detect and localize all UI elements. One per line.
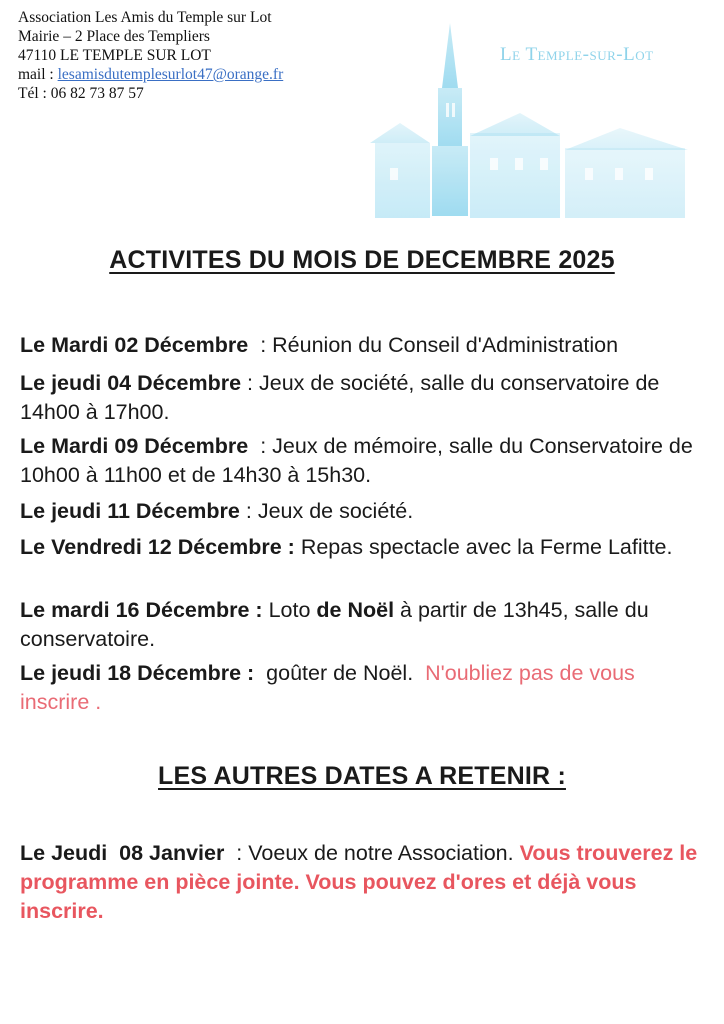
event-item [20,369,700,427]
event-separator: : [248,434,273,458]
event-separator: : [241,371,259,395]
event-description: Jeux de société, salle du conservatoire de 14h00 à 17h00. [20,371,660,424]
event-description: Voeux de notre Association. [248,841,520,865]
event-separator [254,661,266,685]
association-name: Association Les Amis du Temple sur Lot [18,9,272,26]
event-description: Repas spectacle avec la Ferme Lafitte. [300,535,673,559]
phone-line: Tél : 06 82 73 87 57 [18,85,144,102]
city-line: 47110 LE TEMPLE SUR LOT [18,47,211,64]
event-separator: : [239,499,258,523]
address-line: Mairie – 2 Place des Templiers [18,28,210,45]
event-item [20,533,700,562]
event-date: Le Jeudi 08 Janvier [20,841,225,865]
event-item [20,432,700,490]
event-description: Jeux de société. [257,499,414,523]
event-description: goûter de Noël. [266,661,426,685]
event-date: Le Vendredi 12 Décembre : [20,535,295,559]
event-description: Réunion du Conseil d'Administration [272,333,619,357]
event-description-end: à partir de 13h45, salle du conservatoire. [20,598,649,651]
logo-title: Le Temple-sur-Lot [500,44,654,65]
section-title-other-dates: LES AUTRES DATES A RETENIR : [158,762,566,790]
event-item [20,331,700,360]
event-date: Le mardi 16 Décembre : [20,598,263,622]
event-separator: : [248,333,273,357]
event-date: Le jeudi 04 Décembre [20,371,242,395]
event-item [20,839,700,926]
mail-link[interactable]: lesamisdutemplesurlot47@orange.fr [57,66,284,83]
event-description-start: Loto [268,598,317,622]
section-title-december: ACTIVITES DU MOIS DE DECEMBRE 2025 [109,246,615,274]
event-date: Le Mardi 02 Décembre [20,333,249,357]
event-separator: : [224,841,249,865]
event-item [20,659,700,717]
header-contact-block [18,8,283,103]
event-date: Le jeudi 11 Décembre [20,499,240,523]
event-item [20,596,700,654]
event-reminder-note: Vous trouverez le programme en pièce jointe. Vous pouvez d'ores et déjà vous inscrire. [20,841,698,923]
event-description-bold: de Noël [316,598,395,622]
event-date: Le Mardi 09 Décembre [20,434,249,458]
mail-label: mail : [18,66,58,83]
event-date: Le jeudi 18 Décembre : [20,661,255,685]
event-description: Jeux de mémoire, salle du Conservatoire de 10h00 à 11h00 et de 14h30 à 15h30. [20,434,693,487]
event-reminder-note: N'oubliez pas de vous inscrire . [20,661,635,714]
event-item [20,497,700,526]
mail-line [18,65,283,84]
